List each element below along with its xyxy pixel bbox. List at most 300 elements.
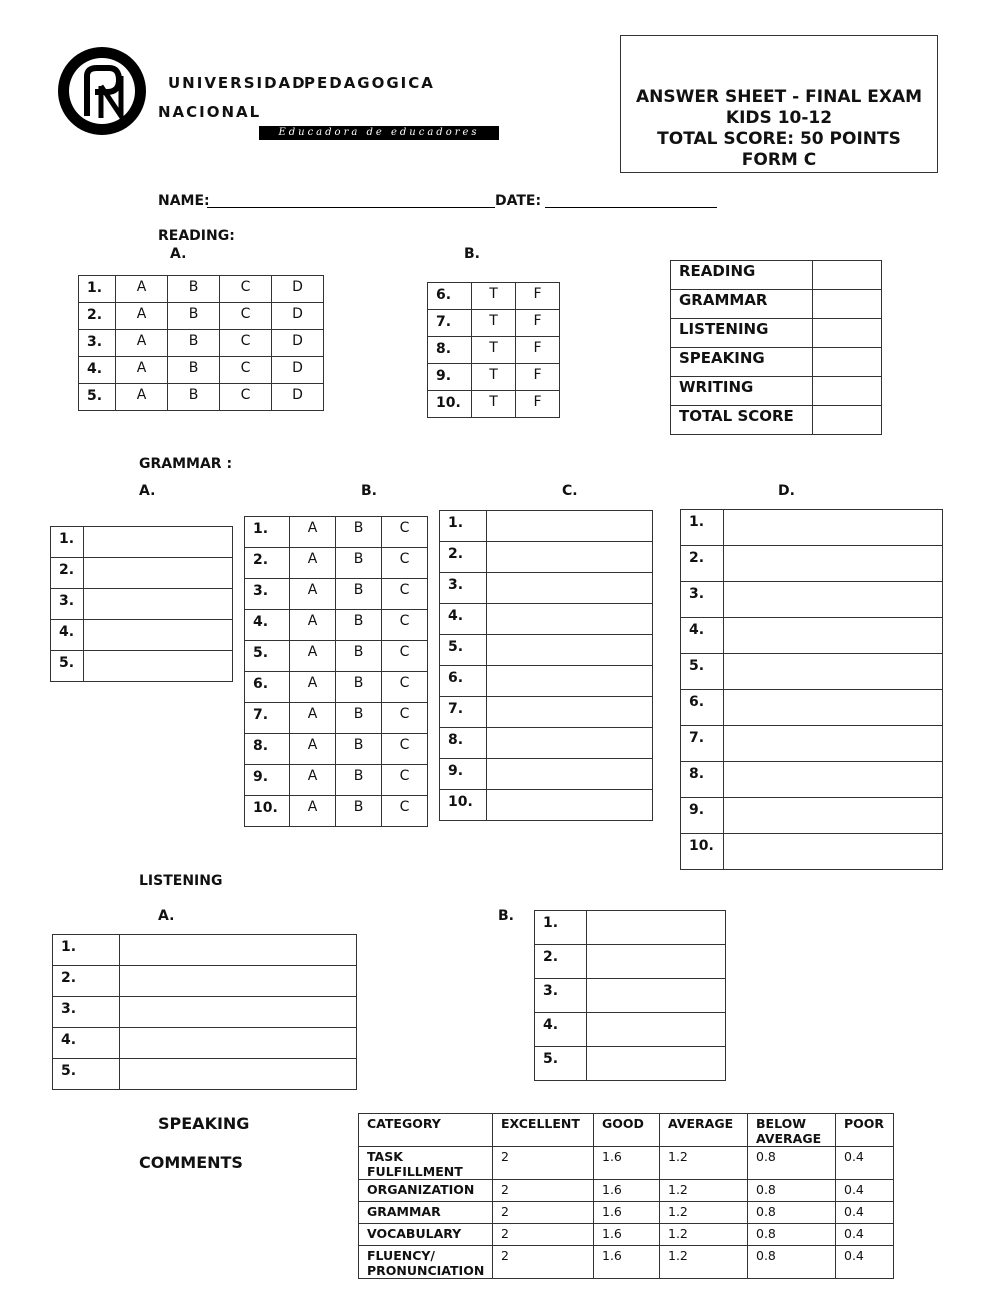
rubric-score[interactable]: 0.4 [836,1147,894,1180]
table-row [53,1028,357,1059]
answer-option[interactable]: B [168,276,220,303]
table-row [53,997,357,1028]
answer-blank[interactable] [724,798,943,834]
answer-option[interactable]: D [272,330,324,357]
answer-option[interactable]: C [220,384,272,411]
date-line[interactable] [545,207,717,208]
table-row [428,364,560,391]
answer-option[interactable]: T [472,364,516,391]
answer-option[interactable]: A [116,330,168,357]
rubric-row [359,1147,894,1180]
rubric-score[interactable]: 0.4 [836,1246,894,1279]
answer-option[interactable]: A [290,610,336,641]
comments-label: COMMENTS [139,1153,243,1172]
question-number: 5. [79,384,116,411]
table-row [440,573,653,604]
question-number: 9. [681,798,724,834]
score-category: SPEAKING [671,348,813,377]
question-number: 6. [245,672,290,703]
rubric-header: GOOD [594,1114,660,1147]
table-row [535,1047,726,1081]
reading-label: READING: [158,228,235,244]
answer-option[interactable]: A [290,765,336,796]
table-row [671,261,882,290]
question-number: 2. [79,303,116,330]
answer-option[interactable]: T [472,283,516,310]
question-number: 3. [51,589,84,620]
table-row [245,579,428,610]
question-number: 10. [245,796,290,827]
grammar-label: GRAMMAR : [139,456,233,472]
answer-option[interactable]: F [516,337,560,364]
question-number: 4. [535,1013,587,1047]
speaking-label: SPEAKING [158,1114,250,1133]
reading-a-table [78,275,324,411]
table-row [671,290,882,319]
question-number: 8. [440,728,487,759]
rubric-score[interactable]: 2 [493,1202,594,1224]
grammar-b-table [244,516,428,827]
answer-option[interactable]: F [516,310,560,337]
score-value[interactable] [813,377,882,406]
grammar-b-label: B. [361,483,377,499]
score-value[interactable] [813,261,882,290]
answer-option[interactable]: B [336,517,382,548]
table-row [681,654,943,690]
answer-option[interactable]: B [336,765,382,796]
table-row [53,1059,357,1090]
question-number: 9. [440,759,487,790]
rubric-row [359,1180,894,1202]
rubric-score[interactable]: 0.8 [748,1224,836,1246]
question-number: 1. [245,517,290,548]
table-row [671,319,882,348]
question-number: 5. [681,654,724,690]
table-row [440,666,653,697]
answer-blank[interactable] [487,635,653,666]
table-row [245,641,428,672]
question-number: 8. [681,762,724,798]
answer-option[interactable]: B [336,672,382,703]
answer-blank[interactable] [84,589,233,620]
question-number: 6. [440,666,487,697]
answer-option[interactable]: B [336,548,382,579]
question-number: 2. [245,548,290,579]
grammar-a-table [50,526,233,682]
table-row [681,762,943,798]
answer-option[interactable]: A [290,796,336,827]
rubric-score[interactable]: 0.8 [748,1147,836,1180]
listening-a-label: A. [158,908,175,924]
answer-blank[interactable] [587,979,726,1013]
answer-option[interactable]: C [382,765,428,796]
score-category: LISTENING [671,319,813,348]
question-number: 9. [245,765,290,796]
title-line: FORM C [741,150,817,170]
answer-option[interactable]: C [220,276,272,303]
question-number: 10. [440,790,487,821]
answer-option[interactable]: A [116,357,168,384]
answer-blank[interactable] [724,726,943,762]
rubric-score[interactable]: 0.4 [836,1202,894,1224]
table-row [671,377,882,406]
table-row [245,703,428,734]
answer-option[interactable]: D [272,357,324,384]
motto: Educadora de educadores [259,126,499,140]
listening-b-label: B. [498,908,514,924]
table-row [53,966,357,997]
question-number: 3. [440,573,487,604]
answer-option[interactable]: C [382,610,428,641]
grammar-a-label: A. [139,483,156,499]
table-row [440,697,653,728]
answer-option[interactable]: C [220,303,272,330]
title-line: ANSWER SHEET - FINAL EXAM [635,87,923,107]
answer-option[interactable]: B [168,330,220,357]
table-row [245,672,428,703]
answer-option[interactable]: C [382,517,428,548]
listening-a-table [52,934,357,1090]
answer-option[interactable]: B [168,303,220,330]
table-row [51,558,233,589]
table-row [535,945,726,979]
answer-blank[interactable] [120,1028,357,1059]
score-category: WRITING [671,377,813,406]
rubric-category: GRAMMAR [359,1202,493,1224]
question-number: 8. [428,337,472,364]
question-number: 1. [53,935,120,966]
question-number: 1. [440,511,487,542]
answer-blank[interactable] [487,542,653,573]
answer-blank[interactable] [724,834,943,870]
title-box [620,35,938,173]
rubric-score[interactable]: 0.8 [748,1202,836,1224]
answer-option[interactable]: A [290,548,336,579]
answer-blank[interactable] [487,790,653,821]
answer-option[interactable]: C [220,330,272,357]
answer-blank[interactable] [487,666,653,697]
question-number: 8. [245,734,290,765]
rubric-score[interactable]: 1.2 [660,1202,748,1224]
answer-option[interactable]: A [290,579,336,610]
rubric-score[interactable]: 1.2 [660,1180,748,1202]
question-number: 4. [79,357,116,384]
rubric-score[interactable]: 2 [493,1147,594,1180]
question-number: 3. [53,997,120,1028]
answer-option[interactable]: F [516,364,560,391]
title-line: TOTAL SCORE: 50 POINTS [657,129,901,149]
rubric-category: FLUENCY/ PRONUNCIATION [359,1246,493,1279]
answer-option[interactable]: T [472,337,516,364]
answer-blank[interactable] [724,654,943,690]
table-row [440,728,653,759]
question-number: 7. [440,697,487,728]
answer-blank[interactable] [487,511,653,542]
question-number: 5. [440,635,487,666]
answer-blank[interactable] [120,935,357,966]
table-row [440,604,653,635]
question-number: 7. [428,310,472,337]
table-row [440,759,653,790]
table-row [245,765,428,796]
rubric-score[interactable]: 1.6 [594,1147,660,1180]
answer-blank[interactable] [487,573,653,604]
answer-option[interactable]: B [168,357,220,384]
answer-blank[interactable] [487,759,653,790]
rubric-score[interactable]: 1.6 [594,1202,660,1224]
question-number: 9. [428,364,472,391]
grammar-c-label: C. [562,483,578,499]
rubric-score[interactable]: 1.6 [594,1180,660,1202]
rubric-category: VOCABULARY [359,1224,493,1246]
answer-blank[interactable] [587,945,726,979]
question-number: 7. [681,726,724,762]
answer-option[interactable]: B [336,703,382,734]
question-number: 2. [681,546,724,582]
answer-blank[interactable] [724,690,943,726]
answer-option[interactable]: A [116,276,168,303]
table-row [53,935,357,966]
rubric-score[interactable]: 2 [493,1180,594,1202]
question-number: 5. [51,651,84,682]
rubric-score[interactable]: 2 [493,1224,594,1246]
score-category: TOTAL SCORE [671,406,813,435]
name-label: NAME: [158,193,210,209]
answer-blank[interactable] [587,1013,726,1047]
answer-option[interactable]: A [290,517,336,548]
rubric-header: AVERAGE [660,1114,748,1147]
rubric-header-row [359,1114,894,1147]
answer-option[interactable]: A [116,303,168,330]
rubric-category: TASK FULFILLMENT [359,1147,493,1180]
rubric-score[interactable]: 1.2 [660,1224,748,1246]
score-value[interactable] [813,348,882,377]
answer-blank[interactable] [724,618,943,654]
answer-blank[interactable] [487,728,653,759]
question-number: 1. [535,911,587,945]
answer-option[interactable]: B [336,579,382,610]
rubric-score[interactable]: 1.2 [660,1246,748,1279]
table-row [51,527,233,558]
answer-option[interactable]: C [382,703,428,734]
answer-blank[interactable] [724,510,943,546]
table-row [245,610,428,641]
grammar-d-table [680,509,943,870]
speaking-rubric-table [358,1113,894,1279]
university-name-3: NACIONAL [158,103,262,121]
score-value[interactable] [813,290,882,319]
answer-option[interactable]: C [382,641,428,672]
answer-option[interactable]: C [220,357,272,384]
rubric-score[interactable]: 2 [493,1246,594,1279]
rubric-score[interactable]: 1.6 [594,1224,660,1246]
answer-option[interactable]: C [382,734,428,765]
rubric-score[interactable]: 0.8 [748,1246,836,1279]
answer-blank[interactable] [84,620,233,651]
score-category: GRAMMAR [671,290,813,319]
rubric-score[interactable]: 0.4 [836,1224,894,1246]
rubric-score[interactable]: 1.6 [594,1246,660,1279]
answer-blank[interactable] [120,966,357,997]
question-number: 1. [681,510,724,546]
title-line: KIDS 10-12 [725,108,833,128]
table-row [671,348,882,377]
answer-option[interactable]: F [516,283,560,310]
answer-option[interactable]: C [382,579,428,610]
answer-blank[interactable] [724,582,943,618]
answer-blank[interactable] [587,911,726,945]
answer-option[interactable]: A [290,703,336,734]
table-row [440,635,653,666]
table-row [79,276,324,303]
question-number: 7. [245,703,290,734]
rubric-header: EXCELLENT [493,1114,594,1147]
rubric-header: POOR [836,1114,894,1147]
question-number: 3. [79,330,116,357]
answer-option[interactable]: T [472,391,516,418]
table-row [245,796,428,827]
answer-option[interactable]: C [382,548,428,579]
score-category: READING [671,261,813,290]
reading-b-table [427,282,560,418]
answer-option[interactable]: B [336,641,382,672]
table-row [681,546,943,582]
question-number: 10. [428,391,472,418]
table-row [245,548,428,579]
table-row [440,790,653,821]
question-number: 1. [79,276,116,303]
score-table [670,260,882,435]
table-row [428,283,560,310]
answer-option[interactable]: C [382,796,428,827]
question-number: 4. [245,610,290,641]
table-row [681,618,943,654]
rubric-score[interactable]: 0.4 [836,1180,894,1202]
answer-blank[interactable] [587,1047,726,1081]
question-number: 3. [681,582,724,618]
rubric-row [359,1246,894,1279]
table-row [79,384,324,411]
answer-option[interactable]: A [290,734,336,765]
answer-option[interactable]: B [336,796,382,827]
answer-blank[interactable] [120,997,357,1028]
answer-blank[interactable] [724,762,943,798]
answer-option[interactable]: F [516,391,560,418]
answer-option[interactable]: B [336,734,382,765]
listening-label: LISTENING [139,873,223,889]
table-row [681,690,943,726]
question-number: 2. [51,558,84,589]
table-row [428,391,560,418]
question-number: 10. [681,834,724,870]
answer-blank[interactable] [724,546,943,582]
table-row [440,511,653,542]
reading-b-label: B. [464,246,480,262]
table-row [440,542,653,573]
rubric-category: ORGANIZATION [359,1180,493,1202]
answer-blank[interactable] [84,651,233,682]
table-row [79,330,324,357]
question-number: 1. [51,527,84,558]
question-number: 2. [440,542,487,573]
table-row [79,357,324,384]
table-row [681,834,943,870]
rubric-row [359,1202,894,1224]
table-row [79,303,324,330]
table-row [428,337,560,364]
date-label: DATE: [495,193,542,209]
question-number: 3. [535,979,587,1013]
question-number: 4. [440,604,487,635]
question-number: 2. [53,966,120,997]
university-logo [57,46,147,136]
table-row [51,620,233,651]
table-row [681,582,943,618]
rubric-header: CATEGORY [359,1114,493,1147]
answer-blank[interactable] [487,697,653,728]
rubric-row [359,1224,894,1246]
question-number: 6. [428,283,472,310]
answer-blank[interactable] [120,1059,357,1090]
reading-a-label: A. [170,246,187,262]
answer-option[interactable]: B [336,610,382,641]
answer-option[interactable]: D [272,303,324,330]
university-name-2: PEDAGOGICA [304,74,435,92]
answer-blank[interactable] [487,604,653,635]
rubric-header: BELOW AVERAGE [748,1114,836,1147]
question-number: 5. [245,641,290,672]
question-number: 2. [535,945,587,979]
grammar-c-table [439,510,653,821]
table-row [245,734,428,765]
rubric-score[interactable]: 1.2 [660,1147,748,1180]
answer-option[interactable]: A [116,384,168,411]
answer-option[interactable]: C [382,672,428,703]
question-number: 5. [535,1047,587,1081]
answer-blank[interactable] [84,527,233,558]
table-row [245,517,428,548]
university-name-1: UNIVERSIDAD [168,74,307,92]
answer-option[interactable]: A [290,641,336,672]
table-row [535,1013,726,1047]
question-number: 5. [53,1059,120,1090]
table-row [681,798,943,834]
table-row [428,310,560,337]
table-row [51,651,233,682]
answer-option[interactable]: D [272,384,324,411]
question-number: 4. [681,618,724,654]
question-number: 4. [51,620,84,651]
question-number: 6. [681,690,724,726]
table-row [681,726,943,762]
answer-option[interactable]: B [168,384,220,411]
question-number: 4. [53,1028,120,1059]
answer-blank[interactable] [84,558,233,589]
answer-option[interactable]: T [472,310,516,337]
answer-option[interactable]: D [272,276,324,303]
table-row [681,510,943,546]
table-row [671,406,882,435]
score-value[interactable] [813,319,882,348]
rubric-score[interactable]: 0.8 [748,1180,836,1202]
name-line[interactable] [207,207,495,208]
answer-option[interactable]: A [290,672,336,703]
table-row [535,979,726,1013]
table-row [51,589,233,620]
grammar-d-label: D. [778,483,795,499]
score-value[interactable] [813,406,882,435]
table-row [535,911,726,945]
